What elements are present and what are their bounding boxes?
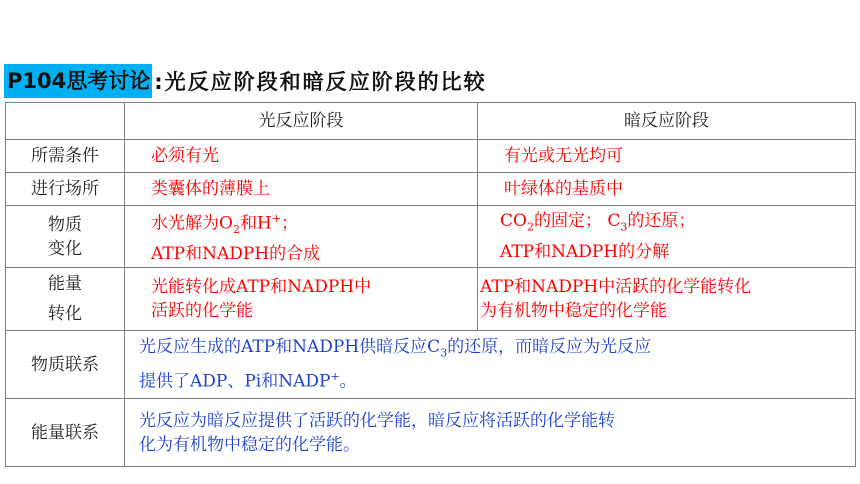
light-matter-line1: 水光解为$O_2$和H+；: [151, 211, 298, 237]
page-title: [4, 64, 487, 98]
light-matter: [125, 206, 478, 268]
energy-link-text: [125, 399, 856, 467]
table-row: [6, 268, 856, 331]
light-matter-line2: ATP和NADPH的合成: [151, 244, 321, 265]
comparison-table: [5, 102, 856, 467]
dark-energy: [478, 268, 856, 331]
title-prefix: P104思考讨论: [4, 64, 152, 98]
matter-link-line2: 提供了ADP、Pi和NADP+。: [139, 370, 357, 393]
row-label-matter-l2: 变化: [48, 238, 82, 259]
light-energy-line1: 光能转化成ATP和NADPH中: [151, 277, 372, 297]
table-row: [6, 140, 856, 173]
header-dark-stage: 暗反应阶段: [478, 103, 856, 140]
row-label-matter-l1: 物质: [48, 214, 82, 235]
dark-matter-line1: $CO_2$的固定； $C_3$的还原；: [500, 211, 696, 234]
row-label-energy: [6, 268, 125, 331]
matter-link-text: [125, 331, 856, 399]
light-energy: [125, 268, 478, 331]
row-label-matter: [6, 206, 125, 268]
energy-link-line1: 光反应为暗反应提供了活跃的化学能，暗反应将活跃的化学能转: [139, 410, 615, 431]
table-header-row: [6, 103, 856, 140]
header-light-stage: 光反应阶段: [125, 103, 478, 140]
row-label-conditions: 所需条件: [6, 140, 125, 173]
light-conditions: 必须有光: [125, 140, 478, 173]
row-label-matter-link: 物质联系: [6, 331, 125, 399]
light-energy-line2: 活跃的化学能: [151, 301, 253, 321]
table-row: [6, 206, 856, 268]
energy-link-line2: 化为有机物中稳定的化学能。: [139, 434, 360, 455]
table-row: [6, 399, 856, 467]
table-row: [6, 173, 856, 206]
table-row: [6, 331, 856, 399]
row-label-energy-link: 能量联系: [6, 399, 125, 467]
dark-energy-line2: 为有机物中稳定的化学能: [480, 301, 667, 321]
dark-conditions: 有光或无光均可: [478, 140, 856, 173]
light-site: 类囊体的薄膜上: [125, 173, 478, 206]
row-label-site: 进行场所: [6, 173, 125, 206]
dark-matter-line2: ATP和NADPH的分解: [500, 241, 670, 262]
matter-link-line1: 光反应生成的ATP和NADPH供暗反应$C_3$的还原，而暗反应为光反应: [139, 336, 652, 360]
header-empty: [6, 103, 125, 140]
dark-site: 叶绿体的基质中: [478, 173, 856, 206]
dark-matter: [478, 206, 856, 268]
dark-energy-line1: ATP和NADPH中活跃的化学能转化: [480, 277, 752, 297]
title-text: :光反应阶段和暗反应阶段的比较: [154, 70, 487, 94]
row-label-energy-l2: 转化: [48, 304, 82, 324]
row-label-energy-l1: 能量: [48, 274, 82, 294]
